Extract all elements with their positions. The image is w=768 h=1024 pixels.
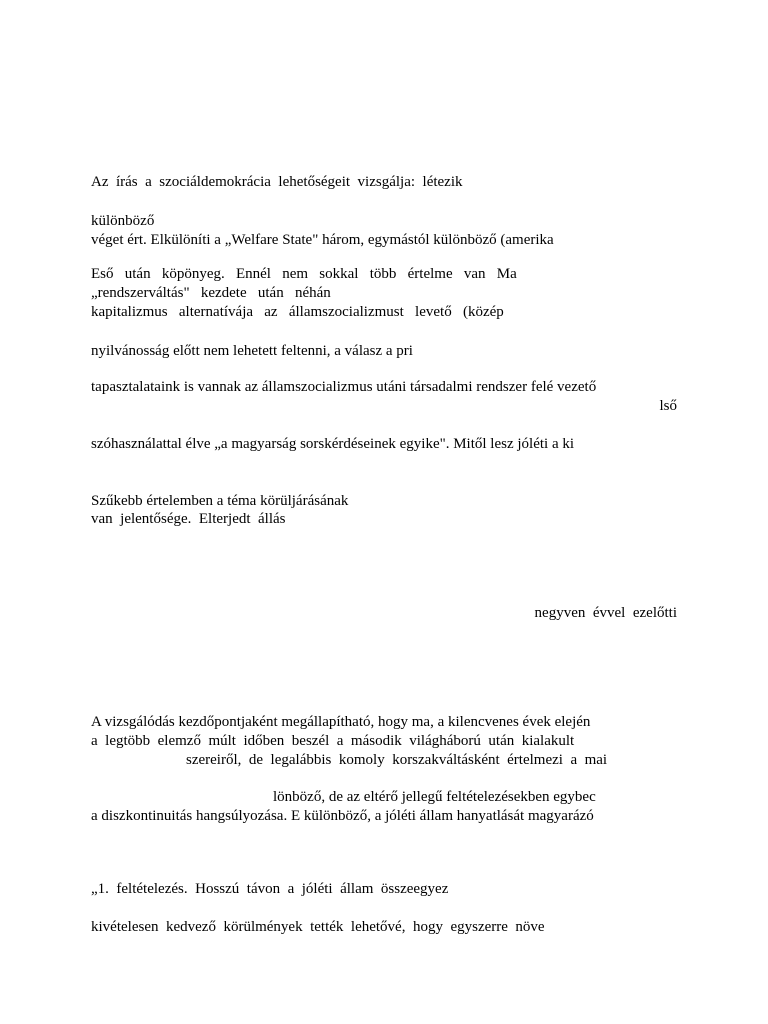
text-line: „1. feltételezés. Hosszú távon a jóléti állam összeegyez [91,881,449,897]
text-line: „rendszerváltás" kezdete után néhán [91,285,331,301]
text-line: nyilvánosság előtt nem lehetett feltenni, a válasz a pri [91,343,413,359]
text-line: lönböző, de az eltérő jellegű feltételezésekben egybec [273,789,596,805]
text-line: lső [659,398,677,414]
text-line: van jelentősége. Elterjedt állás [91,511,286,527]
text-line: Eső után köpönyeg. Ennél nem sokkal több értelme van Ma [91,266,517,282]
text-line: kivételesen kedvező körülmények tették lehetővé, hogy egyszerre növe [91,919,545,935]
text-line: Szűkebb értelemben a téma körüljárásának [91,493,349,509]
text-line: szóhasználattal élve „a magyarság sorskérdéseinek egyike". Mitől lesz jóléti a ki [91,436,575,452]
text-line: különböző [91,213,155,229]
text-line: szereiről, de legalábbis komoly korszakváltásként értelmezi a mai [186,752,608,768]
text-line: kapitalizmus alternatívája az államszocializmust levető (közép [91,304,504,320]
text-line: véget ért. Elkülöníti a „Welfare State" három, egymástól különböző (amerika [91,232,554,248]
text-line: A vizsgálódás kezdőpontjaként megállapítható, hogy ma, a kilencvenes évek elején [91,714,591,730]
text-line: tapasztalataink is vannak az államszocializmus utáni társadalmi rendszer felé vezető [91,379,597,395]
text-line: Az írás a szociáldemokrácia lehetőségeit vizsgálja: létezik [91,174,463,190]
text-line: a legtöbb elemző múlt időben beszél a második világháború után kialakult [91,733,575,749]
text-line: a diszkontinuitás hangsúlyozása. E különböző, a jóléti állam hanyatlását magyarázó [91,808,594,824]
text-line: negyven évvel ezelőtti [534,605,677,621]
